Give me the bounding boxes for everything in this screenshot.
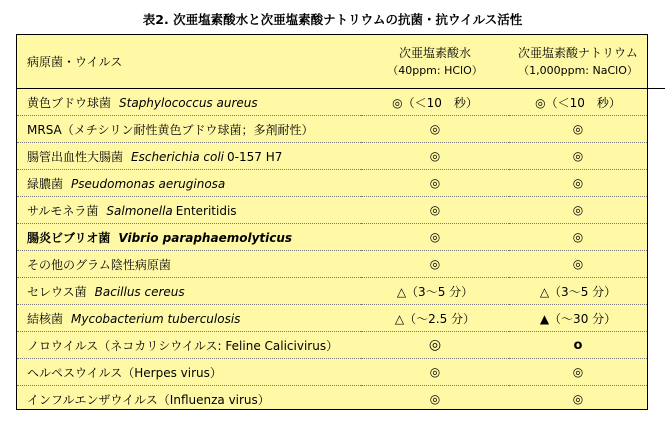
- strain-label: Enteritidis: [175, 203, 237, 218]
- naclo-activity-cell: [509, 359, 647, 386]
- naclo-activity: ◎（＜10 秒）: [535, 95, 621, 110]
- pathogen-cell: [17, 305, 361, 332]
- hclo-activity-cell: [361, 143, 509, 170]
- strain-label: 0-157 H7: [227, 149, 283, 164]
- scientific-name: Mycobacterium tuberculosis: [71, 311, 241, 326]
- table-row: [17, 224, 647, 251]
- table-row: [17, 197, 647, 224]
- hclo-activity: ◎: [429, 176, 441, 190]
- hclo-activity: ◎: [429, 149, 441, 163]
- pathogen-name: その他のグラム陰性病原菌: [27, 257, 171, 272]
- hclo-activity-cell: [361, 305, 509, 332]
- table-row: [17, 305, 647, 332]
- naclo-activity-cell: [509, 170, 647, 197]
- header-hclo-name: 次亜塩素酸水: [398, 45, 471, 60]
- table-row: [17, 359, 647, 386]
- naclo-activity-cell: [509, 332, 647, 359]
- table-row: [17, 143, 647, 170]
- pathogen-name: 黄色ブドウ球菌: [27, 95, 112, 110]
- hclo-activity: ◎: [429, 365, 441, 379]
- scientific-name: Vibrio paraphaemolyticus: [118, 230, 293, 245]
- naclo-activity: ◎: [572, 122, 584, 136]
- pathogen-cell: [17, 359, 361, 386]
- naclo-activity: △（3～5 分）: [539, 284, 617, 299]
- table-row: [17, 89, 647, 116]
- hclo-activity-cell: [361, 332, 509, 359]
- naclo-activity-cell: [509, 143, 647, 170]
- naclo-activity: ◎: [572, 149, 584, 163]
- pathogen-cell: [17, 143, 361, 170]
- hclo-activity: ◎: [429, 122, 441, 136]
- hclo-activity-cell: [361, 197, 509, 224]
- pathogen-name: セレウス菌: [27, 284, 87, 299]
- header-naclo: [509, 35, 647, 89]
- hclo-activity-cell: [361, 224, 509, 251]
- pathogen-name: 腸管出血性大腸菌: [27, 149, 124, 164]
- hclo-activity-cell: [361, 386, 509, 413]
- pathogen-name: 緑膿菌: [27, 176, 64, 191]
- naclo-activity: ▲（～30 分）: [539, 311, 617, 326]
- pathogen-cell: [17, 251, 361, 278]
- naclo-activity-cell: [509, 224, 647, 251]
- naclo-activity-cell: [509, 386, 647, 413]
- table-caption: 表2. 次亜塩素酸水と次亜塩素酸ナトリウムの抗菌・抗ウイルス活性: [142, 12, 523, 27]
- pathogen-name: ノロウイルス（ネコカリシウイルス: Feline Calicivirus）: [27, 338, 339, 353]
- naclo-activity-cell: [509, 278, 647, 305]
- hclo-activity-cell: [361, 251, 509, 278]
- pathogen-cell: [17, 89, 361, 116]
- hclo-activity: ◎: [428, 337, 442, 353]
- header-naclo-conc: （1,000ppm: NaClO）: [518, 63, 638, 77]
- naclo-activity: ◎: [572, 176, 584, 190]
- naclo-activity-cell: [509, 116, 647, 143]
- hclo-activity-cell: [361, 359, 509, 386]
- scientific-name: Escherichia coli: [131, 149, 225, 164]
- table-row: [17, 251, 647, 278]
- pathogen-name: ヘルペスウイルス（Herpes virus）: [27, 365, 222, 380]
- header-hclo-conc: （40ppm: HClO）: [387, 63, 483, 77]
- naclo-activity-cell: [509, 251, 647, 278]
- hclo-activity-cell: [361, 278, 509, 305]
- pathogen-cell: [17, 116, 361, 143]
- naclo-activity-cell: [509, 305, 647, 332]
- hclo-activity-cell: [361, 89, 509, 116]
- table-row: [17, 332, 647, 359]
- pathogen-name: MRSA（メチシリン耐性黄色ブドウ球菌；多剤耐性）: [27, 122, 314, 137]
- naclo-activity: ◎: [572, 257, 584, 271]
- pathogen-cell: [17, 386, 361, 413]
- hclo-activity: ◎: [429, 230, 441, 244]
- naclo-activity-cell: [509, 197, 647, 224]
- naclo-activity-cell: [509, 89, 647, 116]
- table-row: [17, 386, 647, 413]
- scientific-name: Salmonella: [106, 203, 173, 218]
- hclo-activity: ◎（＜10 秒）: [392, 95, 478, 110]
- pathogen-name: 腸炎ビブリオ菌: [27, 230, 111, 245]
- pathogen-cell: [17, 332, 361, 359]
- pathogen-cell: [17, 197, 361, 224]
- pathogen-name: サルモネラ菌: [27, 203, 99, 218]
- hclo-activity: △（3～5 分）: [396, 284, 474, 299]
- margin-rule: [646, 88, 665, 89]
- scientific-name: Bacillus cereus: [94, 284, 185, 299]
- pathogen-cell: [17, 170, 361, 197]
- naclo-activity: ◎: [572, 392, 584, 406]
- scientific-name: Pseudomonas aeruginosa: [71, 176, 226, 191]
- hclo-activity: △（～2.5 分）: [394, 311, 476, 326]
- pathogen-cell: [17, 278, 361, 305]
- pathogen-name: インフルエンザウイルス（Influenza virus）: [27, 392, 270, 407]
- pathogen-name: 結核菌: [27, 311, 64, 326]
- scientific-name: Staphylococcus aureus: [119, 95, 258, 110]
- table-header-row: [17, 35, 647, 89]
- naclo-activity: o: [573, 337, 583, 353]
- pathogen-cell: [17, 224, 361, 251]
- naclo-activity: ◎: [572, 203, 584, 217]
- table-row: [17, 278, 647, 305]
- naclo-activity: ◎: [572, 365, 584, 379]
- hclo-activity-cell: [361, 116, 509, 143]
- table-row: [17, 170, 647, 197]
- hclo-activity: ◎: [429, 203, 441, 217]
- hclo-activity: ◎: [429, 392, 441, 406]
- activity-table: [16, 34, 648, 410]
- header-naclo-name: 次亜塩素酸ナトリウム: [518, 45, 638, 60]
- naclo-activity: ◎: [572, 230, 584, 244]
- hclo-activity: ◎: [429, 257, 441, 271]
- hclo-activity-cell: [361, 170, 509, 197]
- header-pathogen: 病原菌・ウイルス: [17, 35, 361, 89]
- header-hclo: [361, 35, 509, 89]
- table-body: [17, 89, 647, 413]
- table-row: [17, 116, 647, 143]
